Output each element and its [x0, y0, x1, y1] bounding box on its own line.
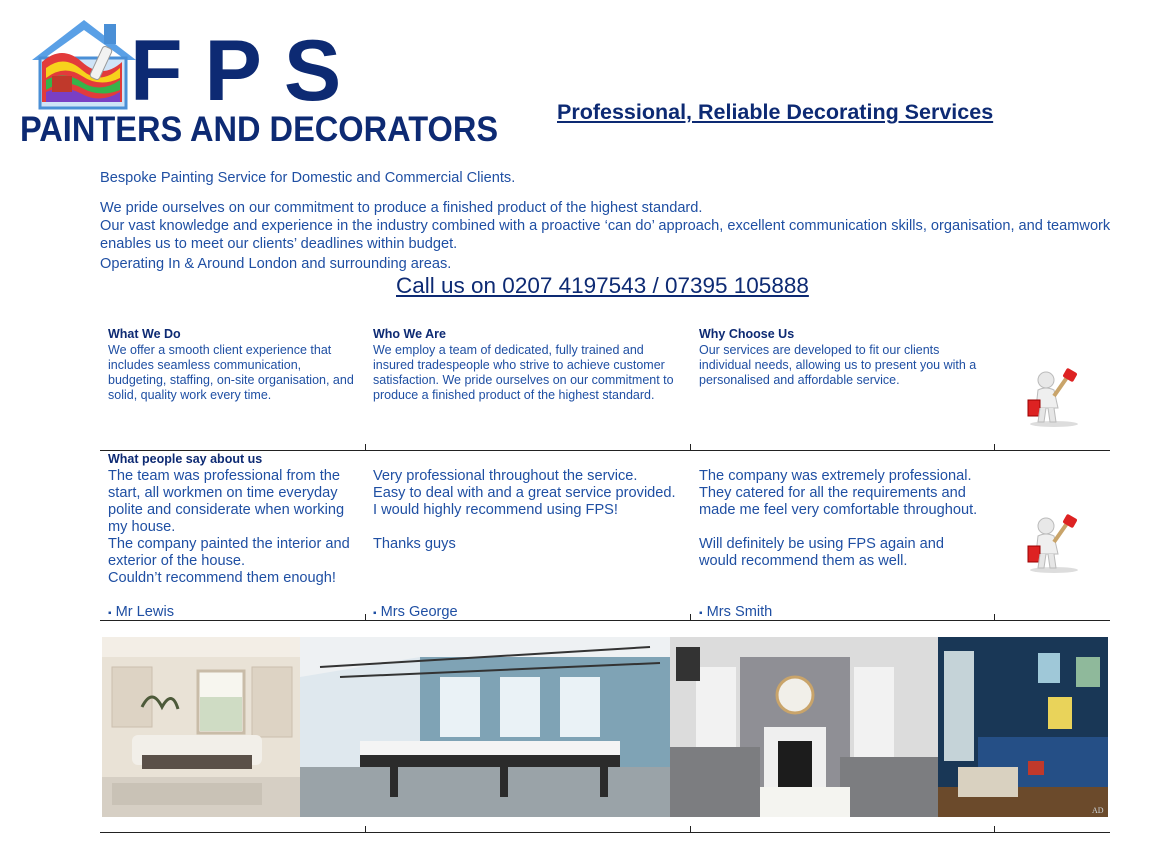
divider [690, 614, 691, 621]
column-body: We employ a team of dedicated, fully trained and insured tradespeople who strive to achieve customer satisfaction. We pride ourselves on our commitment to produce a finished product of the highest standard. [373, 343, 674, 402]
reviews-heading: What people say about us [108, 452, 263, 466]
column-heading: What We Do [108, 327, 181, 341]
review-line: Very professional throughout the service. [373, 468, 638, 484]
column-why-choose-us [699, 327, 991, 388]
photo-credit: AD [1092, 806, 1104, 815]
brand-name: FPS [130, 23, 364, 119]
review-card [108, 468, 363, 587]
intro-line-3: Our vast knowledge and experience in the industry combined with a proactive ‘can do’ approach, excellent communication skills, organisation, and teamwork [100, 218, 1111, 234]
intro-line-4: enables us to meet our clients’ deadlines within budget. [100, 236, 458, 252]
review-line: made me feel very comfortable throughout. [699, 502, 978, 518]
review-line: Will definitely be using FPS again and [699, 536, 944, 552]
review-author-name: Mrs Smith [706, 604, 773, 620]
review-line: polite and considerate when working [108, 502, 345, 518]
intro-line-1: Bespoke Painting Service for Domestic and Commercial Clients. [100, 170, 516, 186]
review-author-name: Mr Lewis [115, 604, 174, 620]
review-line: exterior of the house. [108, 553, 246, 569]
review-line: my house. [108, 519, 176, 535]
review-line: start, all workmen on time everyday [108, 485, 338, 501]
column-body: Our services are developed to fit our clients individual needs, allowing us to present you with a personalised and affordable service. [699, 343, 977, 387]
photo-classic-living-room [102, 637, 300, 817]
review-card [699, 468, 991, 570]
painter-figure-icon [1024, 366, 1086, 428]
divider [365, 614, 366, 621]
divider [100, 620, 1110, 621]
photo-office-interior [300, 637, 670, 817]
column-who-we-are [373, 327, 685, 403]
column-body: We offer a smooth client experience that includes seamless communication, budgeting, staffing, on-site organisation, and solid, quality work every time. [108, 343, 354, 402]
review-line: Thanks guys [373, 536, 456, 552]
review-line: Couldn’t recommend them enough! [108, 570, 336, 586]
divider [994, 444, 995, 451]
photo-living-room-fireplace [670, 637, 938, 817]
divider [690, 826, 691, 833]
review-line: The company painted the interior and [108, 536, 350, 552]
review-card [373, 468, 688, 553]
intro-line-5: Operating In & Around London and surrounding areas. [100, 256, 452, 272]
review-line: I would highly recommend using FPS! [373, 502, 618, 518]
tagline: Professional, Reliable Decorating Services [557, 100, 994, 124]
review-line: The company was extremely professional. [699, 468, 972, 484]
divider [100, 832, 1110, 833]
intro-line-2: We pride ourselves on our commitment to produce a finished product of the highest standard. [100, 200, 703, 216]
column-heading: Why Choose Us [699, 327, 795, 341]
divider [994, 614, 995, 621]
house-paint-icon [22, 16, 140, 112]
review-author: ▪ Mr Lewis [108, 604, 174, 620]
review-line: Easy to deal with and a great service provided. [373, 485, 676, 501]
review-line: The team was professional from the [108, 468, 340, 484]
photo-navy-living-room [938, 637, 1108, 817]
company-logo [18, 14, 499, 154]
review-author: ▪ Mrs George [373, 604, 458, 620]
column-heading: Who We Are [373, 327, 446, 341]
divider [365, 444, 366, 451]
review-line: They catered for all the requirements and [699, 485, 966, 501]
call-us-phone[interactable]: Call us on 0207 4197543 / 07395 105888 [396, 273, 809, 298]
column-what-we-do [108, 327, 358, 403]
review-line: would recommend them as well. [699, 553, 908, 569]
review-author-name: Mrs George [380, 604, 458, 620]
divider [365, 826, 366, 833]
review-author: ▪ Mrs Smith [699, 604, 773, 620]
brand-subtitle: PAINTERS AND DECORATORS [20, 110, 499, 149]
divider [690, 444, 691, 451]
painter-figure-icon [1024, 512, 1086, 574]
divider [994, 826, 995, 833]
divider [100, 450, 1110, 451]
